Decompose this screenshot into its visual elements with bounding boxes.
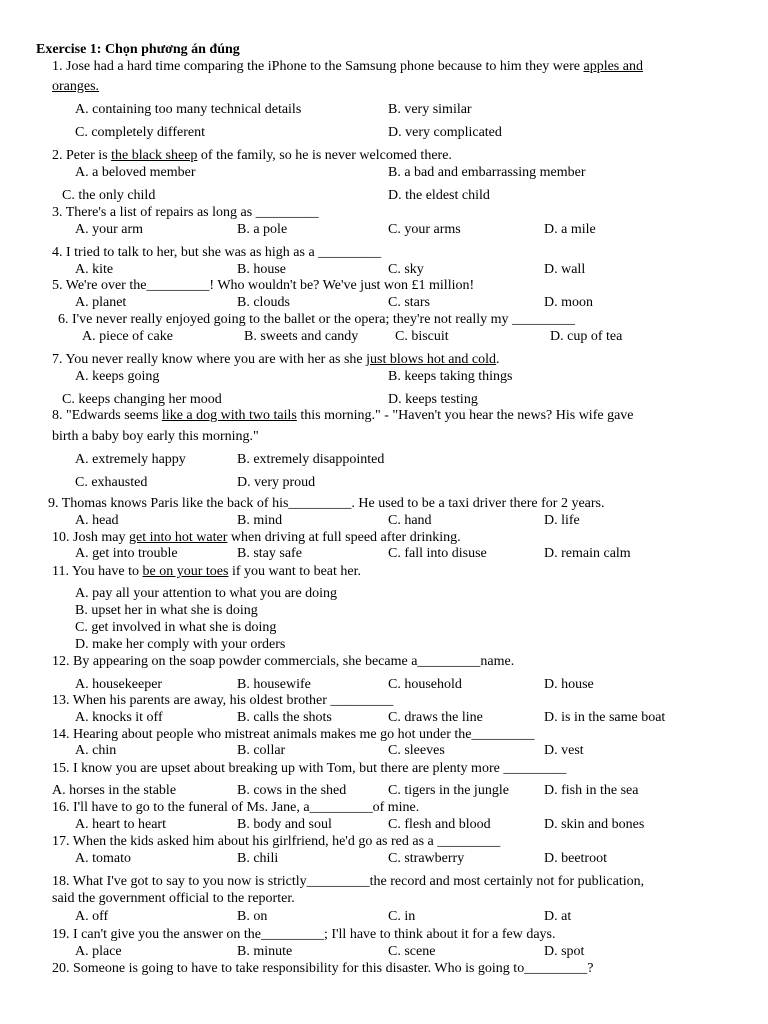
q4-option-b[interactable]: B. house	[237, 262, 286, 277]
q16-option-a[interactable]: A. heart to heart	[75, 817, 166, 832]
q8-option-b[interactable]: B. extremely disappointed	[237, 452, 385, 467]
q5-option-b[interactable]: B. clouds	[237, 295, 290, 310]
q13-option-a[interactable]: A. knocks it off	[75, 710, 163, 725]
q18-option-a[interactable]: A. off	[75, 909, 109, 924]
q4-option-c[interactable]: C. sky	[388, 262, 424, 277]
q12-option-a[interactable]: A. housekeeper	[75, 677, 163, 692]
q13-option-d[interactable]: D. is in the same boat	[544, 710, 666, 725]
question-8-stem: 8. "Edwards seems like a dog with two tails this morning." - "Haven't you hear the news? His wife gave	[52, 408, 634, 423]
q15-option-a[interactable]: A. horses in the stable	[52, 783, 177, 798]
q17-option-a[interactable]: A. tomato	[75, 851, 131, 866]
q12-option-b[interactable]: B. housewife	[237, 677, 311, 692]
q3-option-d[interactable]: D. a mile	[544, 222, 596, 237]
q13-option-c[interactable]: C. draws the line	[388, 710, 483, 725]
q2-option-c[interactable]: C. the only child	[62, 188, 156, 203]
q10-option-c[interactable]: C. fall into disuse	[388, 546, 487, 561]
q6-option-b[interactable]: B. sweets and candy	[244, 329, 359, 344]
q18-option-b[interactable]: B. on	[237, 909, 268, 924]
q15-option-c[interactable]: C. tigers in the jungle	[388, 783, 509, 798]
q14-option-c[interactable]: C. sleeves	[388, 743, 445, 758]
q12-option-c[interactable]: C. household	[388, 677, 462, 692]
question-10-stem: 10. Josh may get into hot water when driving at full speed after drinking.	[52, 530, 461, 545]
question-1-stem-line-2: oranges.	[52, 79, 100, 94]
question-3-stem: 3. There's a list of repairs as long as _________	[52, 205, 319, 220]
q16-option-b[interactable]: B. body and soul	[237, 817, 332, 832]
question-8-stem-line-2: birth a baby boy early this morning."	[52, 429, 259, 444]
q4-option-a[interactable]: A. kite	[75, 262, 114, 277]
q17-option-c[interactable]: C. strawberry	[388, 851, 465, 866]
q10-option-d[interactable]: D. remain calm	[544, 546, 631, 561]
q7-option-b[interactable]: B. keeps taking things	[388, 369, 513, 384]
question-15-stem: 15. I know you are upset about breaking up with Tom, but there are plenty more _________	[52, 761, 567, 776]
q9-option-a[interactable]: A. head	[75, 513, 119, 528]
question-17-stem: 17. When the kids asked him about his girlfriend, he'd go as red as a _________	[52, 834, 501, 849]
q2-option-d[interactable]: D. the eldest child	[388, 188, 490, 203]
q5-option-c[interactable]: C. stars	[388, 295, 430, 310]
q14-option-b[interactable]: B. collar	[237, 743, 286, 758]
q19-option-b[interactable]: B. minute	[237, 944, 293, 959]
q5-option-d[interactable]: D. moon	[544, 295, 593, 310]
q1-option-a[interactable]: A. containing too many technical details	[75, 102, 302, 117]
q6-option-a[interactable]: A. piece of cake	[82, 329, 173, 344]
question-5-stem: 5. We're over the_________! Who wouldn't be? We've just won £1 million!	[52, 278, 475, 293]
q19-option-a[interactable]: A. place	[75, 944, 122, 959]
q7-option-a[interactable]: A. keeps going	[75, 369, 160, 384]
q9-option-b[interactable]: B. mind	[237, 513, 283, 528]
question-13-stem: 13. When his parents are away, his oldest brother _________	[52, 693, 394, 708]
q19-option-d[interactable]: D. spot	[544, 944, 585, 959]
q8-option-c[interactable]: C. exhausted	[75, 475, 148, 490]
q11-option-a[interactable]: A. pay all your attention to what you are doing	[75, 586, 338, 601]
q2-option-b[interactable]: B. a bad and embarrassing member	[388, 165, 586, 180]
q3-option-c[interactable]: C. your arms	[388, 222, 461, 237]
exercise-title: Exercise 1: Chọn phương án đúng	[36, 42, 240, 57]
q1-option-b[interactable]: B. very similar	[388, 102, 472, 117]
q8-option-a[interactable]: A. extremely happy	[75, 452, 186, 467]
q12-option-d[interactable]: D. house	[544, 677, 594, 692]
q18-option-c[interactable]: C. in	[388, 909, 416, 924]
q9-option-d[interactable]: D. life	[544, 513, 580, 528]
question-14-stem: 14. Hearing about people who mistreat animals makes me go hot under the_________	[52, 727, 535, 742]
q4-option-d[interactable]: D. wall	[544, 262, 586, 277]
q5-option-a[interactable]: A. planet	[75, 295, 127, 310]
question-7-stem: 7. You never really know where you are with her as she just blows hot and cold.	[52, 352, 500, 367]
q7-option-d[interactable]: D. keeps testing	[388, 392, 478, 407]
q19-option-c[interactable]: C. scene	[388, 944, 436, 959]
question-18-stem: 18. What I've got to say to you now is strictly_________the record and most certainly not for publication,	[52, 874, 645, 889]
question-16-stem: 16. I'll have to go to the funeral of Ms. Jane, a_________of mine.	[52, 800, 420, 815]
question-2-stem: 2. Peter is the black sheep of the family, so he is never welcomed there.	[52, 148, 452, 163]
q10-option-b[interactable]: B. stay safe	[237, 546, 302, 561]
q1-option-c[interactable]: C. completely different	[75, 125, 205, 140]
q8-option-d[interactable]: D. very proud	[237, 475, 316, 490]
q17-option-d[interactable]: D. beetroot	[544, 851, 607, 866]
q6-option-d[interactable]: D. cup of tea	[550, 329, 623, 344]
q10-option-a[interactable]: A. get into trouble	[75, 546, 178, 561]
q16-option-c[interactable]: C. flesh and blood	[388, 817, 491, 832]
q16-option-d[interactable]: D. skin and bones	[544, 817, 645, 832]
question-19-stem: 19. I can't give you the answer on the_________; I'll have to think about it for a few days.	[52, 927, 556, 942]
q15-option-d[interactable]: D. fish in the sea	[544, 783, 639, 798]
q1-option-d[interactable]: D. very complicated	[388, 125, 502, 140]
q14-option-d[interactable]: D. vest	[544, 743, 584, 758]
question-20-stem: 20. Someone is going to have to take responsibility for this disaster. Who is going to_________?	[52, 961, 594, 976]
question-18-stem-line-2: said the government official to the reporter.	[52, 891, 295, 906]
q2-option-a[interactable]: A. a beloved member	[75, 165, 196, 180]
q13-option-b[interactable]: B. calls the shots	[237, 710, 332, 725]
q3-option-a[interactable]: A. your arm	[75, 222, 144, 237]
q6-option-c[interactable]: C. biscuit	[395, 329, 449, 344]
q11-option-d[interactable]: D. make her comply with your orders	[75, 637, 286, 652]
q9-option-c[interactable]: C. hand	[388, 513, 432, 528]
q11-option-c[interactable]: C. get involved in what she is doing	[75, 620, 277, 635]
question-4-stem: 4. I tried to talk to her, but she was as high as a _________	[52, 245, 382, 260]
q11-option-b[interactable]: B. upset her in what she is doing	[75, 603, 258, 618]
question-11-stem: 11. You have to be on your toes if you want to beat her.	[52, 564, 362, 579]
q14-option-a[interactable]: A. chin	[75, 743, 117, 758]
question-12-stem: 12. By appearing on the soap powder commercials, she became a_________name.	[52, 654, 515, 669]
question-1-stem: 1. Jose had a hard time comparing the iPhone to the Samsung phone because to him they were apples and	[52, 59, 643, 74]
q15-option-b[interactable]: B. cows in the shed	[237, 783, 347, 798]
q3-option-b[interactable]: B. a pole	[237, 222, 288, 237]
question-9-stem: 9. Thomas knows Paris like the back of his_________. He used to be a taxi driver there for 2 years.	[48, 496, 605, 511]
question-6-stem: 6. I've never really enjoyed going to the ballet or the opera; they're not really my _________	[58, 312, 576, 327]
q17-option-b[interactable]: B. chili	[237, 851, 279, 866]
q7-option-c[interactable]: C. keeps changing her mood	[62, 392, 222, 407]
q18-option-d[interactable]: D. at	[544, 909, 572, 924]
